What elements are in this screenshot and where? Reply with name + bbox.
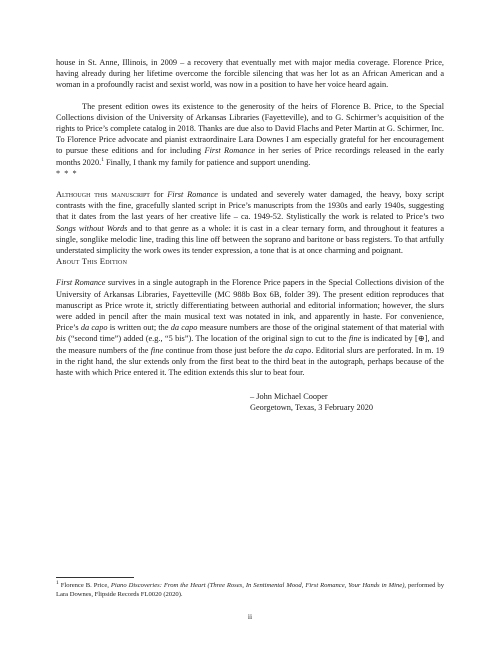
term-italic: da capo	[80, 323, 108, 333]
term-italic: da capo	[170, 323, 198, 333]
text-run: in her series of Price recordings released in the early months 2020.	[56, 146, 444, 167]
section-divider: * * *	[56, 168, 78, 178]
term-italic: fine	[150, 345, 164, 355]
signature-place-date: Georgetown, Texas, 3 February 2020	[250, 403, 374, 413]
paragraph-edition	[56, 277, 444, 378]
term-italic: fine	[348, 334, 362, 344]
text-run: is written out; the	[107, 323, 171, 333]
title-italic: Songs without Words	[56, 223, 128, 233]
text-run: (“second time”) added (e.g., “5 bis”). The location of the original sign to cut to the	[65, 334, 349, 344]
title-italic: First Romance	[56, 278, 106, 288]
text-run: , performed by Lara Downes, Flipside Records FL0020 (2020).	[56, 582, 445, 598]
text-run: for	[149, 190, 168, 200]
paragraph-1-text: house in St. Anne, Illinois, in 2009 – a recovery that eventually met with major media coverage. Florence Price, having already during her lifetime overcome the forcible silencing that was her lot as an African American and a woman in a profoundly racist and sexist world, was now in a position to have her voice heard again.	[56, 58, 444, 90]
text-run: measure numbers are those of the original statement of that material with	[197, 323, 445, 333]
text-run: is indicated by [	[361, 334, 418, 344]
signature-name: – John Michael Cooper	[250, 392, 328, 402]
text-run: ], and the measure numbers of the	[56, 334, 444, 355]
signature-block	[250, 391, 444, 413]
text-run: Florence B. Price,	[58, 582, 111, 589]
term-italic: da capo	[284, 345, 312, 355]
term-italic: bis	[56, 334, 66, 344]
footnote-mark: 1	[56, 579, 59, 586]
title-italic: First Romance	[204, 146, 255, 156]
coda-sign-icon: ⊕	[417, 334, 425, 344]
footnote-reference[interactable]: 1	[101, 156, 104, 163]
paragraph-1	[56, 57, 444, 91]
paragraph-manuscript	[56, 189, 444, 256]
section-heading: About This Edition	[56, 256, 128, 267]
footnote-divider	[56, 577, 134, 578]
title-italic: First Romance	[167, 190, 218, 200]
small-caps-lead: Although this manuscript	[56, 190, 150, 200]
text-run: survives in a single autograph in the Florence Price papers in the Special Collections division of the University of Arkansas Libraries, Fayetteville (MC 988b Box 6B, folder 39). The present edition reproduces that manuscript as Price wrote it, strictly differentiating between authorial and editorial information; however, the slurs were added in pencil after the main musical text was notated in ink, and apparently in haste. For convenience, Price’s	[56, 278, 444, 333]
text-run: continue from those just before the	[163, 345, 285, 355]
text-run: Finally, I thank my family for patience and support unending.	[103, 157, 311, 167]
paragraph-acknowledgments	[56, 101, 444, 168]
text-run: The present edition owes its existence to the generosity of the heirs of Florence B. Price, to the Special Collections division of the University of Arkansas Libraries (Fayetteville), and to G. Schirmer’s acquisition of the rights to Price’s complete catalog in 2018. Thanks are due also to David Flachs and Peter Martin at G. Schirmer, Inc. To Florence Price advocate and pianist extraordinaire Lara Downes I am especially grateful for her encouragement to pursue these editions and for including	[56, 101, 444, 156]
text-run: . Editorial slurs are perforated. In m. 19 in the right hand, the slur extends only from the first beat to the third beat in the autograph, perhaps because of the haste with which Price entered it. The edition extends this slur to beat four.	[56, 345, 444, 378]
text-run: and to that genre as a whole: it is cast in a clear ternary form, and throughout it features a single, songlike melodic line, trading this line off between the soprano and baritone or bass registers. To that artfully understated simplicity the work owes its tender expression, a tone that is at once charming and poignant.	[56, 223, 444, 256]
text-run: is undated and severely water damaged, the heavy, boxy script contrasts with the fine, gracefully slanted script in Price’s manuscripts from the 1930s and early 1940s, suggesting that it dates from the last years of her creative life – ca. 1949-52. Stylistically the work is related to Price’s two	[56, 190, 445, 222]
page-number: ii	[247, 612, 253, 621]
footnote	[56, 579, 445, 600]
title-italic: Piano Discoveries: From the Heart (Three Roses, In Sentimental Mood, First Romance, Your Hands in Mine)	[110, 582, 405, 589]
body-text	[56, 57, 444, 414]
